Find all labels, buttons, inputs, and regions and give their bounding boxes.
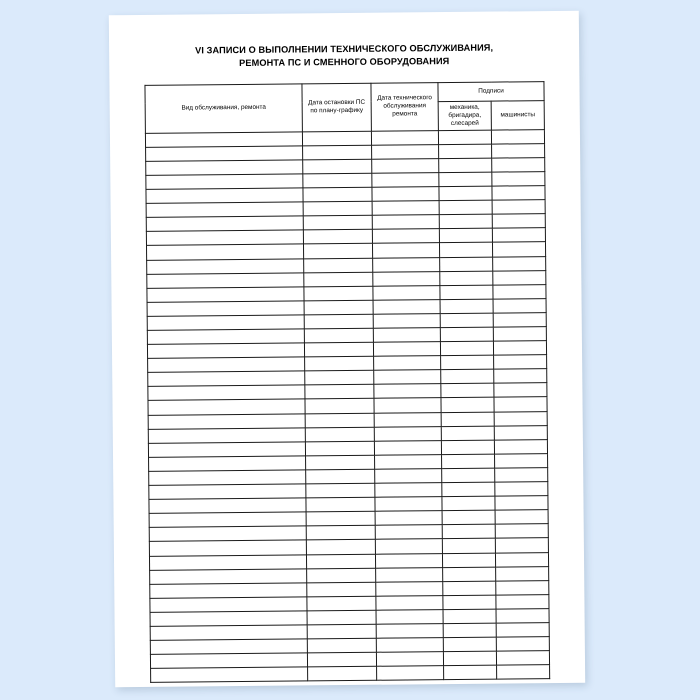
table-header xyxy=(145,81,544,133)
table-cell[interactable] xyxy=(496,580,549,595)
table-cell[interactable] xyxy=(147,301,304,317)
table-cell[interactable] xyxy=(150,625,307,641)
table-cell[interactable] xyxy=(442,468,495,483)
table-cell[interactable] xyxy=(303,244,372,259)
table-cell[interactable] xyxy=(492,242,545,257)
table-cell[interactable] xyxy=(148,399,305,415)
table-cell[interactable] xyxy=(492,157,545,172)
table-cell[interactable] xyxy=(150,611,307,627)
table-cell[interactable] xyxy=(307,638,376,653)
table-cell[interactable] xyxy=(496,566,549,581)
table-cell[interactable] xyxy=(304,286,373,301)
column-header-stop-date: Дата остановки ПС по плану-графику xyxy=(302,83,371,132)
table-cell[interactable] xyxy=(496,623,549,638)
table-cell[interactable] xyxy=(439,186,492,201)
table-cell[interactable] xyxy=(373,285,440,300)
table-cell[interactable] xyxy=(304,314,373,329)
table-cell[interactable] xyxy=(148,413,305,429)
table-cell[interactable] xyxy=(373,257,440,272)
table-cell[interactable] xyxy=(439,228,492,243)
table-cell[interactable] xyxy=(307,568,376,583)
table-cell[interactable] xyxy=(371,130,438,145)
table-cell[interactable] xyxy=(374,412,441,427)
table-cell[interactable] xyxy=(146,202,303,218)
page-title-line-1: VI ЗАПИСИ О ВЫПОЛНЕНИИ ТЕХНИЧЕСКОГО ОБСЛУЖИВАНИЯ, xyxy=(195,42,494,56)
table-cell[interactable] xyxy=(149,470,306,486)
column-header-signature-operator: машинисты xyxy=(491,100,544,130)
table-cell[interactable] xyxy=(374,356,441,371)
table-cell[interactable] xyxy=(376,581,443,596)
table-cell[interactable] xyxy=(150,568,307,584)
table-cell[interactable] xyxy=(443,637,496,652)
table-cell[interactable] xyxy=(493,327,546,342)
table-cell[interactable] xyxy=(442,553,495,568)
table-cell[interactable] xyxy=(305,371,374,386)
table-cell[interactable] xyxy=(303,159,372,174)
table-cell[interactable] xyxy=(373,342,440,357)
table-cell[interactable] xyxy=(305,385,374,400)
table-cell[interactable] xyxy=(440,299,493,314)
table-cell[interactable] xyxy=(443,567,496,582)
table-cell[interactable] xyxy=(494,369,547,384)
table-cell[interactable] xyxy=(495,453,548,468)
table-cell[interactable] xyxy=(441,440,494,455)
table-cell[interactable] xyxy=(147,258,304,274)
table-cell[interactable] xyxy=(303,216,372,231)
table-cell[interactable] xyxy=(442,538,495,553)
table-cell[interactable] xyxy=(439,214,492,229)
table-cell[interactable] xyxy=(493,312,546,327)
table-cell[interactable] xyxy=(375,553,442,568)
table-cell[interactable] xyxy=(494,439,547,454)
table-cell[interactable] xyxy=(145,132,302,148)
table-cell[interactable] xyxy=(497,665,550,680)
table-cell[interactable] xyxy=(373,299,440,314)
table-cell[interactable] xyxy=(376,609,443,624)
table-cell[interactable] xyxy=(305,356,374,371)
table-cell[interactable] xyxy=(375,525,442,540)
table-cell[interactable] xyxy=(374,426,441,441)
table-cell[interactable] xyxy=(306,469,375,484)
table-cell[interactable] xyxy=(376,624,443,639)
table-cell[interactable] xyxy=(375,469,442,484)
table-cell[interactable] xyxy=(146,230,303,246)
table-cell[interactable] xyxy=(444,665,497,680)
table-cell[interactable] xyxy=(494,411,547,426)
table-cell[interactable] xyxy=(442,482,495,497)
table-cell[interactable] xyxy=(374,384,441,399)
table-cell[interactable] xyxy=(496,608,549,623)
table-cell[interactable] xyxy=(308,666,377,681)
table-cell[interactable] xyxy=(304,258,373,273)
table-cell[interactable] xyxy=(376,652,443,667)
table-cell[interactable] xyxy=(150,583,307,599)
table-cell[interactable] xyxy=(306,540,375,555)
table-cell[interactable] xyxy=(496,594,549,609)
table-cell[interactable] xyxy=(439,243,492,258)
table-cell[interactable] xyxy=(149,456,306,472)
table-cell[interactable] xyxy=(149,540,306,556)
table-cell[interactable] xyxy=(147,287,304,303)
table-cell[interactable] xyxy=(443,623,496,638)
table-cell[interactable] xyxy=(147,315,304,331)
table-cell[interactable] xyxy=(442,496,495,511)
table-cell[interactable] xyxy=(441,426,494,441)
table-cell[interactable] xyxy=(443,651,496,666)
table-cell[interactable] xyxy=(372,201,439,216)
table-cell[interactable] xyxy=(443,581,496,596)
table-cell[interactable] xyxy=(148,357,305,373)
document-page xyxy=(109,11,585,687)
table-cell[interactable] xyxy=(372,173,439,188)
table-cell[interactable] xyxy=(148,371,305,387)
table-cell[interactable] xyxy=(304,328,373,343)
table-cell[interactable] xyxy=(496,651,549,666)
table-cell[interactable] xyxy=(439,172,492,187)
table-cell[interactable] xyxy=(148,385,305,401)
table-cell[interactable] xyxy=(439,158,492,173)
table-cell[interactable] xyxy=(147,343,304,359)
table-cell[interactable] xyxy=(304,272,373,287)
table-cell[interactable] xyxy=(146,174,303,190)
table-cell[interactable] xyxy=(150,597,307,613)
table-cell[interactable] xyxy=(440,313,493,328)
table-cell[interactable] xyxy=(492,186,545,201)
table-cell[interactable] xyxy=(146,160,303,176)
table-cell[interactable] xyxy=(440,271,493,286)
table-cell[interactable] xyxy=(149,526,306,542)
table-cell[interactable] xyxy=(494,355,547,370)
table-cell[interactable] xyxy=(492,143,545,158)
table-cell[interactable] xyxy=(442,454,495,469)
table-cell[interactable] xyxy=(495,538,548,553)
table-cell[interactable] xyxy=(302,131,371,146)
table-cell[interactable] xyxy=(305,427,374,442)
table-cell[interactable] xyxy=(147,329,304,345)
table-cell[interactable] xyxy=(306,483,375,498)
table-cell[interactable] xyxy=(495,468,548,483)
table-cell[interactable] xyxy=(147,244,304,260)
table-cell[interactable] xyxy=(147,273,304,289)
table-cell[interactable] xyxy=(150,653,307,669)
table-cell[interactable] xyxy=(306,526,375,541)
table-cell[interactable] xyxy=(493,298,546,313)
table-cell[interactable] xyxy=(377,666,444,681)
table-cell[interactable] xyxy=(440,327,493,342)
table-cell[interactable] xyxy=(307,610,376,625)
table-cell[interactable] xyxy=(440,257,493,272)
column-header-service-date: Дата технического обслуживания ремонта xyxy=(371,82,438,131)
page-content xyxy=(144,41,550,683)
table-cell[interactable] xyxy=(307,624,376,639)
table-cell[interactable] xyxy=(376,638,443,653)
table-cell[interactable] xyxy=(441,383,494,398)
table-cell[interactable] xyxy=(303,145,372,160)
table-cell[interactable] xyxy=(304,342,373,357)
table-cell[interactable] xyxy=(307,596,376,611)
table-cell[interactable] xyxy=(306,455,375,470)
table-cell[interactable] xyxy=(303,201,372,216)
table-cell[interactable] xyxy=(305,413,374,428)
table-cell[interactable] xyxy=(149,512,306,528)
column-header-signatures: Подписи xyxy=(438,81,544,101)
table-cell[interactable] xyxy=(374,398,441,413)
table-cell[interactable] xyxy=(375,539,442,554)
table-cell[interactable] xyxy=(443,609,496,624)
table-cell[interactable] xyxy=(372,243,439,258)
table-cell[interactable] xyxy=(373,314,440,329)
table-cell[interactable] xyxy=(149,554,306,570)
table-cell[interactable] xyxy=(307,652,376,667)
table-cell[interactable] xyxy=(376,567,443,582)
table-cell[interactable] xyxy=(495,524,548,539)
table-cell[interactable] xyxy=(494,425,547,440)
table-cell[interactable] xyxy=(441,369,494,384)
table-cell[interactable] xyxy=(304,300,373,315)
table-cell[interactable] xyxy=(492,172,545,187)
table-cell[interactable] xyxy=(494,397,547,412)
table-cell[interactable] xyxy=(303,230,372,245)
table-cell[interactable] xyxy=(146,216,303,232)
table-cell[interactable] xyxy=(441,355,494,370)
table-cell[interactable] xyxy=(441,398,494,413)
table-cell[interactable] xyxy=(146,188,303,204)
table-cell[interactable] xyxy=(493,284,546,299)
table-cell[interactable] xyxy=(441,412,494,427)
table-cell[interactable] xyxy=(374,440,441,455)
table-cell[interactable] xyxy=(150,639,307,655)
table-cell[interactable] xyxy=(305,441,374,456)
table-cell[interactable] xyxy=(372,144,439,159)
table-cell[interactable] xyxy=(438,130,491,145)
table-cell[interactable] xyxy=(303,173,372,188)
table-cell[interactable] xyxy=(375,483,442,498)
column-header-kind: Вид обслуживания, ремонта xyxy=(145,84,302,134)
table-cell[interactable] xyxy=(375,511,442,526)
table-cell[interactable] xyxy=(495,496,548,511)
table-cell[interactable] xyxy=(374,370,441,385)
table-cell[interactable] xyxy=(493,256,546,271)
maintenance-records-table xyxy=(144,81,550,683)
table-cell[interactable] xyxy=(149,498,306,514)
table-cell[interactable] xyxy=(495,482,548,497)
table-cell[interactable] xyxy=(443,595,496,610)
table-cell[interactable] xyxy=(440,285,493,300)
table-cell[interactable] xyxy=(306,554,375,569)
table-cell[interactable] xyxy=(496,637,549,652)
table-cell[interactable] xyxy=(492,228,545,243)
table-row[interactable] xyxy=(151,665,550,683)
table-cell[interactable] xyxy=(493,270,546,285)
table-cell[interactable] xyxy=(373,328,440,343)
table-cell[interactable] xyxy=(495,552,548,567)
table-cell[interactable] xyxy=(492,214,545,229)
table-cell[interactable] xyxy=(375,497,442,512)
table-cell[interactable] xyxy=(494,383,547,398)
table-cell[interactable] xyxy=(372,229,439,244)
table-body xyxy=(145,129,549,682)
table-cell[interactable] xyxy=(303,187,372,202)
column-header-signature-mechanic: механика, бригадира, слесарей xyxy=(438,101,491,131)
table-cell[interactable] xyxy=(493,341,546,356)
table-cell[interactable] xyxy=(440,341,493,356)
table-cell[interactable] xyxy=(306,497,375,512)
page-title-line-2: РЕМОНТА ПС И СМЕННОГО ОБОРУДОВАНИЯ xyxy=(239,56,450,69)
page-title xyxy=(144,41,544,72)
table-cell[interactable] xyxy=(442,524,495,539)
table-cell[interactable] xyxy=(492,200,545,215)
table-cell[interactable] xyxy=(495,510,548,525)
table-cell[interactable] xyxy=(305,399,374,414)
table-cell[interactable] xyxy=(376,595,443,610)
table-cell[interactable] xyxy=(151,667,308,683)
table-cell[interactable] xyxy=(146,146,303,162)
table-cell[interactable] xyxy=(148,428,305,444)
table-cell[interactable] xyxy=(149,484,306,500)
table-cell[interactable] xyxy=(372,187,439,202)
table-cell[interactable] xyxy=(442,510,495,525)
table-cell[interactable] xyxy=(306,511,375,526)
table-cell[interactable] xyxy=(372,215,439,230)
table-cell[interactable] xyxy=(491,129,544,144)
table-cell[interactable] xyxy=(375,454,442,469)
table-cell[interactable] xyxy=(439,200,492,215)
table-cell[interactable] xyxy=(439,144,492,159)
table-cell[interactable] xyxy=(148,442,305,458)
table-cell[interactable] xyxy=(307,582,376,597)
table-cell[interactable] xyxy=(372,158,439,173)
table-cell[interactable] xyxy=(373,271,440,286)
